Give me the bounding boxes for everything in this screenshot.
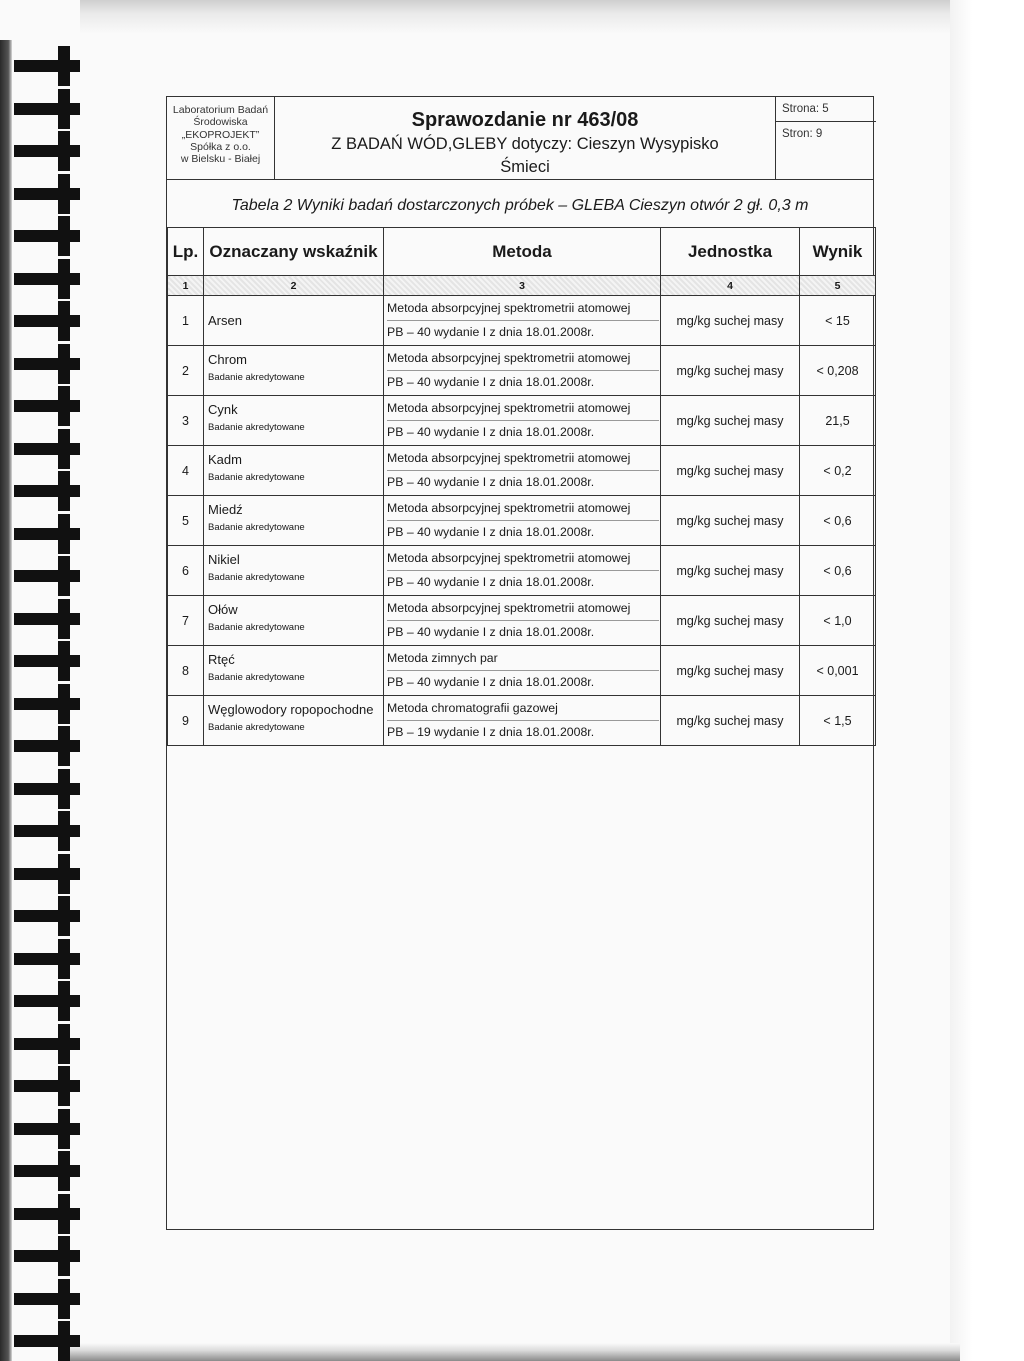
indicator-name: Nikiel	[208, 552, 240, 567]
accreditation-note: Badanie akredytowane	[208, 572, 305, 583]
binding-ring	[14, 230, 80, 242]
method-name: Metoda absorpcyjnej spektrometrii atomowej	[387, 397, 659, 421]
method-procedure: PB – 40 wydanie I z dnia 18.01.2008r.	[387, 425, 595, 439]
col-header-method: Metoda	[384, 228, 661, 276]
row-number: 8	[168, 646, 204, 696]
unit-cell: mg/kg suchej masy	[661, 296, 800, 346]
indicator-cell	[204, 296, 384, 346]
binding-edge	[0, 40, 12, 1361]
table-row	[168, 496, 876, 546]
method-cell	[384, 396, 661, 446]
result-cell: < 0,6	[800, 546, 876, 596]
indicator-name: Rtęć	[208, 652, 235, 667]
indicator-cell	[204, 346, 384, 396]
indicator-cell	[204, 646, 384, 696]
method-name: Metoda absorpcyjnej spektrometrii atomowej	[387, 597, 659, 621]
indicator-cell	[204, 596, 384, 646]
table-row	[168, 696, 876, 746]
method-name: Metoda chromatografii gazowej	[387, 697, 659, 721]
binding-ring	[14, 910, 80, 922]
report-subtitle-cont: Śmieci	[500, 158, 550, 176]
spiral-binding	[0, 40, 95, 1361]
results-body	[168, 296, 876, 746]
col-header-unit: Jednostka	[661, 228, 800, 276]
indicator-name: Arsen	[208, 313, 242, 328]
binding-ring	[14, 1335, 80, 1347]
method-name: Metoda absorpcyjnej spektrometrii atomowej	[387, 347, 659, 371]
scan-shadow-top	[80, 0, 950, 34]
binding-ring	[14, 315, 80, 327]
binding-ring	[14, 740, 80, 752]
table-row	[168, 546, 876, 596]
col-number: 5	[800, 276, 876, 296]
row-number: 7	[168, 596, 204, 646]
page-info	[775, 97, 876, 179]
method-procedure: PB – 19 wydanie I z dnia 18.01.2008r.	[387, 725, 595, 739]
lab-line: w Bielsku - Białej	[180, 153, 261, 166]
unit-cell: mg/kg suchej masy	[661, 596, 800, 646]
binding-ring	[14, 655, 80, 667]
method-procedure: PB – 40 wydanie I z dnia 18.01.2008r.	[387, 675, 595, 689]
result-cell: < 0,208	[800, 346, 876, 396]
result-cell: 21,5	[800, 396, 876, 446]
binding-ring	[14, 1250, 80, 1262]
table-row	[168, 446, 876, 496]
binding-ring	[14, 1208, 80, 1220]
table-row	[168, 346, 876, 396]
result-cell: < 1,5	[800, 696, 876, 746]
binding-ring	[14, 613, 80, 625]
method-procedure: PB – 40 wydanie I z dnia 18.01.2008r.	[387, 525, 595, 539]
binding-ring	[14, 1038, 80, 1050]
accreditation-note: Badanie akredytowane	[208, 622, 305, 633]
table-caption: Tabela 2 Wyniki badań dostarczonych próbek – GLEBA Cieszyn otwór 2 gł. 0,3 m	[231, 197, 809, 214]
method-name: Metoda absorpcyjnej spektrometrii atomowej	[387, 497, 659, 521]
col-number: 3	[384, 276, 661, 296]
lab-name-block	[167, 97, 275, 179]
col-header-lp: Lp.	[168, 228, 204, 276]
method-procedure: PB – 40 wydanie I z dnia 18.01.2008r.	[387, 475, 595, 489]
col-header-indicator: Oznaczany wskaźnik	[204, 228, 384, 276]
method-name: Metoda zimnych par	[387, 647, 659, 671]
method-cell	[384, 596, 661, 646]
method-name: Metoda absorpcyjnej spektrometrii atomowej	[387, 297, 659, 321]
result-cell: < 0,2	[800, 446, 876, 496]
table-row	[168, 296, 876, 346]
row-number: 1	[168, 296, 204, 346]
indicator-cell	[204, 396, 384, 446]
lab-line: Laboratorium Badań	[172, 104, 269, 116]
unit-cell: mg/kg suchej masy	[661, 696, 800, 746]
indicator-name: Cynk	[208, 402, 238, 417]
indicator-cell	[204, 696, 384, 746]
method-cell	[384, 296, 661, 346]
report-page	[166, 96, 874, 1230]
indicator-name: Ołów	[208, 602, 238, 617]
method-cell	[384, 496, 661, 546]
col-number: 4	[661, 276, 800, 296]
method-cell	[384, 446, 661, 496]
binding-ring	[14, 783, 80, 795]
binding-ring	[14, 60, 80, 72]
binding-ring	[14, 953, 80, 965]
binding-ring	[14, 485, 80, 497]
method-name: Metoda absorpcyjnej spektrometrii atomowej	[387, 447, 659, 471]
row-number: 3	[168, 396, 204, 446]
lab-line: „EKOPROJEKT”	[181, 128, 260, 141]
indicator-name: Chrom	[208, 352, 248, 367]
method-cell	[384, 696, 661, 746]
method-cell	[384, 346, 661, 396]
report-subtitle: Z BADAŃ WÓD,GLEBY dotyczy: Cieszyn Wysypisko	[331, 135, 719, 153]
table-row	[168, 596, 876, 646]
accreditation-note: Badanie akredytowane	[208, 422, 305, 433]
binding-ring	[14, 103, 80, 115]
accreditation-note: Badanie akredytowane	[208, 722, 305, 733]
accreditation-note: Badanie akredytowane	[208, 372, 305, 383]
accreditation-note: Badanie akredytowane	[208, 472, 305, 483]
unit-cell: mg/kg suchej masy	[661, 546, 800, 596]
method-cell	[384, 646, 661, 696]
result-cell: < 0,001	[800, 646, 876, 696]
binding-ring	[14, 1123, 80, 1135]
method-procedure: PB – 40 wydanie I z dnia 18.01.2008r.	[387, 375, 595, 389]
binding-ring	[14, 145, 80, 157]
lab-line: Środowiska	[193, 116, 248, 129]
scan-shadow-bottom	[60, 1343, 960, 1361]
scan-shadow-right	[950, 0, 1024, 1361]
method-name: Metoda absorpcyjnej spektrometrii atomowej	[387, 547, 659, 571]
unit-cell: mg/kg suchej masy	[661, 446, 800, 496]
row-number: 2	[168, 346, 204, 396]
result-cell: < 15	[800, 296, 876, 346]
indicator-cell	[204, 496, 384, 546]
col-number: 2	[204, 276, 384, 296]
binding-ring	[14, 358, 80, 370]
binding-ring	[14, 443, 80, 455]
lab-line: Spółka z o.o.	[190, 140, 251, 153]
table-row	[168, 396, 876, 446]
binding-ring	[14, 273, 80, 285]
result-cell: < 0,6	[800, 496, 876, 546]
unit-cell: mg/kg suchej masy	[661, 396, 800, 446]
page-number: Strona: 5	[776, 97, 876, 122]
row-number: 9	[168, 696, 204, 746]
indicator-name: Miedź	[208, 502, 243, 517]
binding-ring	[14, 868, 80, 880]
binding-ring	[14, 1293, 80, 1305]
binding-ring	[14, 825, 80, 837]
unit-cell: mg/kg suchej masy	[661, 496, 800, 546]
col-header-result: Wynik	[800, 228, 876, 276]
indicator-name: Kadm	[208, 452, 242, 467]
binding-ring	[14, 570, 80, 582]
unit-cell: mg/kg suchej masy	[661, 346, 800, 396]
report-title: Sprawozdanie nr 463/08	[411, 109, 639, 131]
results-table	[167, 227, 876, 746]
col-number: 1	[168, 276, 204, 296]
binding-ring	[14, 528, 80, 540]
method-cell	[384, 546, 661, 596]
row-number: 5	[168, 496, 204, 546]
binding-ring	[14, 995, 80, 1007]
indicator-name: Węglowodory ropopochodne	[208, 702, 374, 717]
indicator-cell	[204, 446, 384, 496]
binding-ring	[14, 188, 80, 200]
method-procedure: PB – 40 wydanie I z dnia 18.01.2008r.	[387, 325, 595, 339]
accreditation-note: Badanie akredytowane	[208, 672, 305, 683]
row-number: 6	[168, 546, 204, 596]
row-number: 4	[168, 446, 204, 496]
result-cell: < 1,0	[800, 596, 876, 646]
binding-ring	[14, 1080, 80, 1092]
report-title-block	[275, 97, 775, 179]
binding-ring	[14, 400, 80, 412]
binding-ring	[14, 698, 80, 710]
accreditation-note: Badanie akredytowane	[208, 522, 305, 533]
page-count: Stron: 9	[782, 128, 823, 140]
report-header	[167, 97, 873, 180]
indicator-cell	[204, 546, 384, 596]
method-procedure: PB – 40 wydanie I z dnia 18.01.2008r.	[387, 625, 595, 639]
binding-ring	[14, 1165, 80, 1177]
table-row	[168, 646, 876, 696]
unit-cell: mg/kg suchej masy	[661, 646, 800, 696]
method-procedure: PB – 40 wydanie I z dnia 18.01.2008r.	[387, 575, 595, 589]
